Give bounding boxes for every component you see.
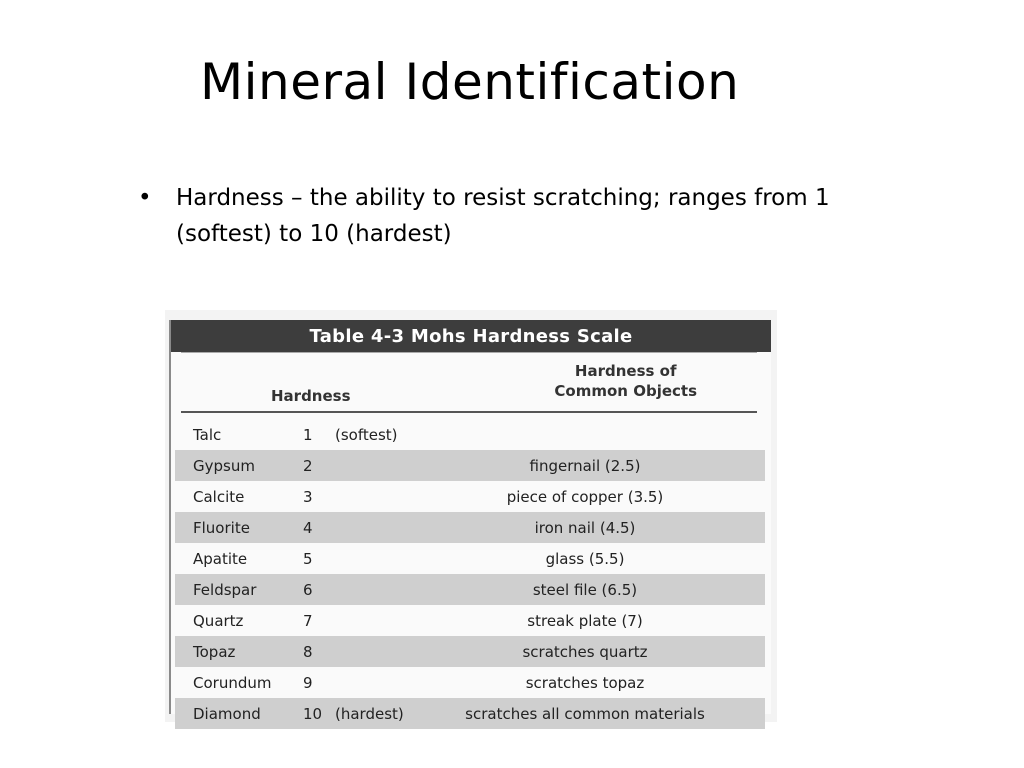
hardness-cell: 2	[303, 456, 313, 475]
table-header	[181, 352, 757, 413]
common-object-cell: steel file (6.5)	[532, 580, 638, 599]
table-title: Table 4-3 Mohs Hardness Scale	[171, 320, 771, 352]
bullet-text: Hardness – the ability to resist scratching; ranges from 1 (softest) to 10 (hardest)	[176, 185, 830, 247]
hardness-cell: 9	[303, 673, 313, 692]
column-header-common-line2: Common Objects	[554, 382, 697, 400]
hardness-cell: 6	[303, 580, 313, 599]
bullet-dot-icon: •	[138, 185, 152, 211]
table-row	[175, 574, 765, 605]
mineral-cell: Fluorite	[193, 518, 250, 537]
column-header-common-objects	[554, 361, 697, 401]
common-object-cell: iron nail (4.5)	[534, 518, 636, 537]
common-object-cell: scratches topaz	[525, 673, 645, 692]
table-row	[175, 698, 765, 729]
mineral-cell: Calcite	[193, 487, 245, 506]
mineral-cell: Apatite	[193, 549, 248, 568]
common-object-cell: scratches all common materials	[465, 704, 705, 723]
column-header-common-line1: Hardness of	[574, 362, 677, 380]
table-row	[175, 450, 765, 481]
slide-title: Mineral Identification	[200, 53, 740, 111]
mohs-table	[169, 320, 771, 723]
common-object-cell: scratches quartz	[522, 642, 648, 661]
common-object-cell: piece of copper (3.5)	[506, 487, 664, 506]
mineral-cell: Feldspar	[193, 580, 257, 599]
mineral-cell: Diamond	[193, 704, 261, 723]
mineral-cell: Quartz	[193, 611, 244, 630]
column-header-hardness: Hardness	[271, 387, 351, 405]
mineral-cell: Topaz	[193, 642, 236, 661]
table-row	[175, 636, 765, 667]
common-object-cell: glass (5.5)	[545, 549, 625, 568]
table-row	[175, 667, 765, 698]
hardness-cell: 4	[303, 518, 313, 537]
note-cell: (softest)	[335, 425, 398, 444]
bullet-item-hardness	[138, 180, 918, 252]
table-row	[175, 419, 765, 450]
table-row	[175, 512, 765, 543]
note-cell: (hardest)	[335, 704, 404, 723]
table-row	[175, 543, 765, 574]
hardness-cell: 10	[303, 704, 323, 723]
mineral-cell: Talc	[193, 425, 222, 444]
hardness-cell: 7	[303, 611, 313, 630]
hardness-cell: 1	[303, 425, 313, 444]
common-object-cell: fingernail (2.5)	[529, 456, 641, 475]
mineral-cell: Gypsum	[193, 456, 255, 475]
table-row	[175, 605, 765, 636]
hardness-cell: 3	[303, 487, 313, 506]
table-body	[175, 419, 765, 729]
bullet-list	[138, 180, 918, 252]
mohs-table-image	[165, 310, 777, 722]
mineral-cell: Corundum	[193, 673, 272, 692]
hardness-cell: 5	[303, 549, 313, 568]
hardness-cell: 8	[303, 642, 313, 661]
table-row	[175, 481, 765, 512]
common-object-cell: streak plate (7)	[527, 611, 643, 630]
